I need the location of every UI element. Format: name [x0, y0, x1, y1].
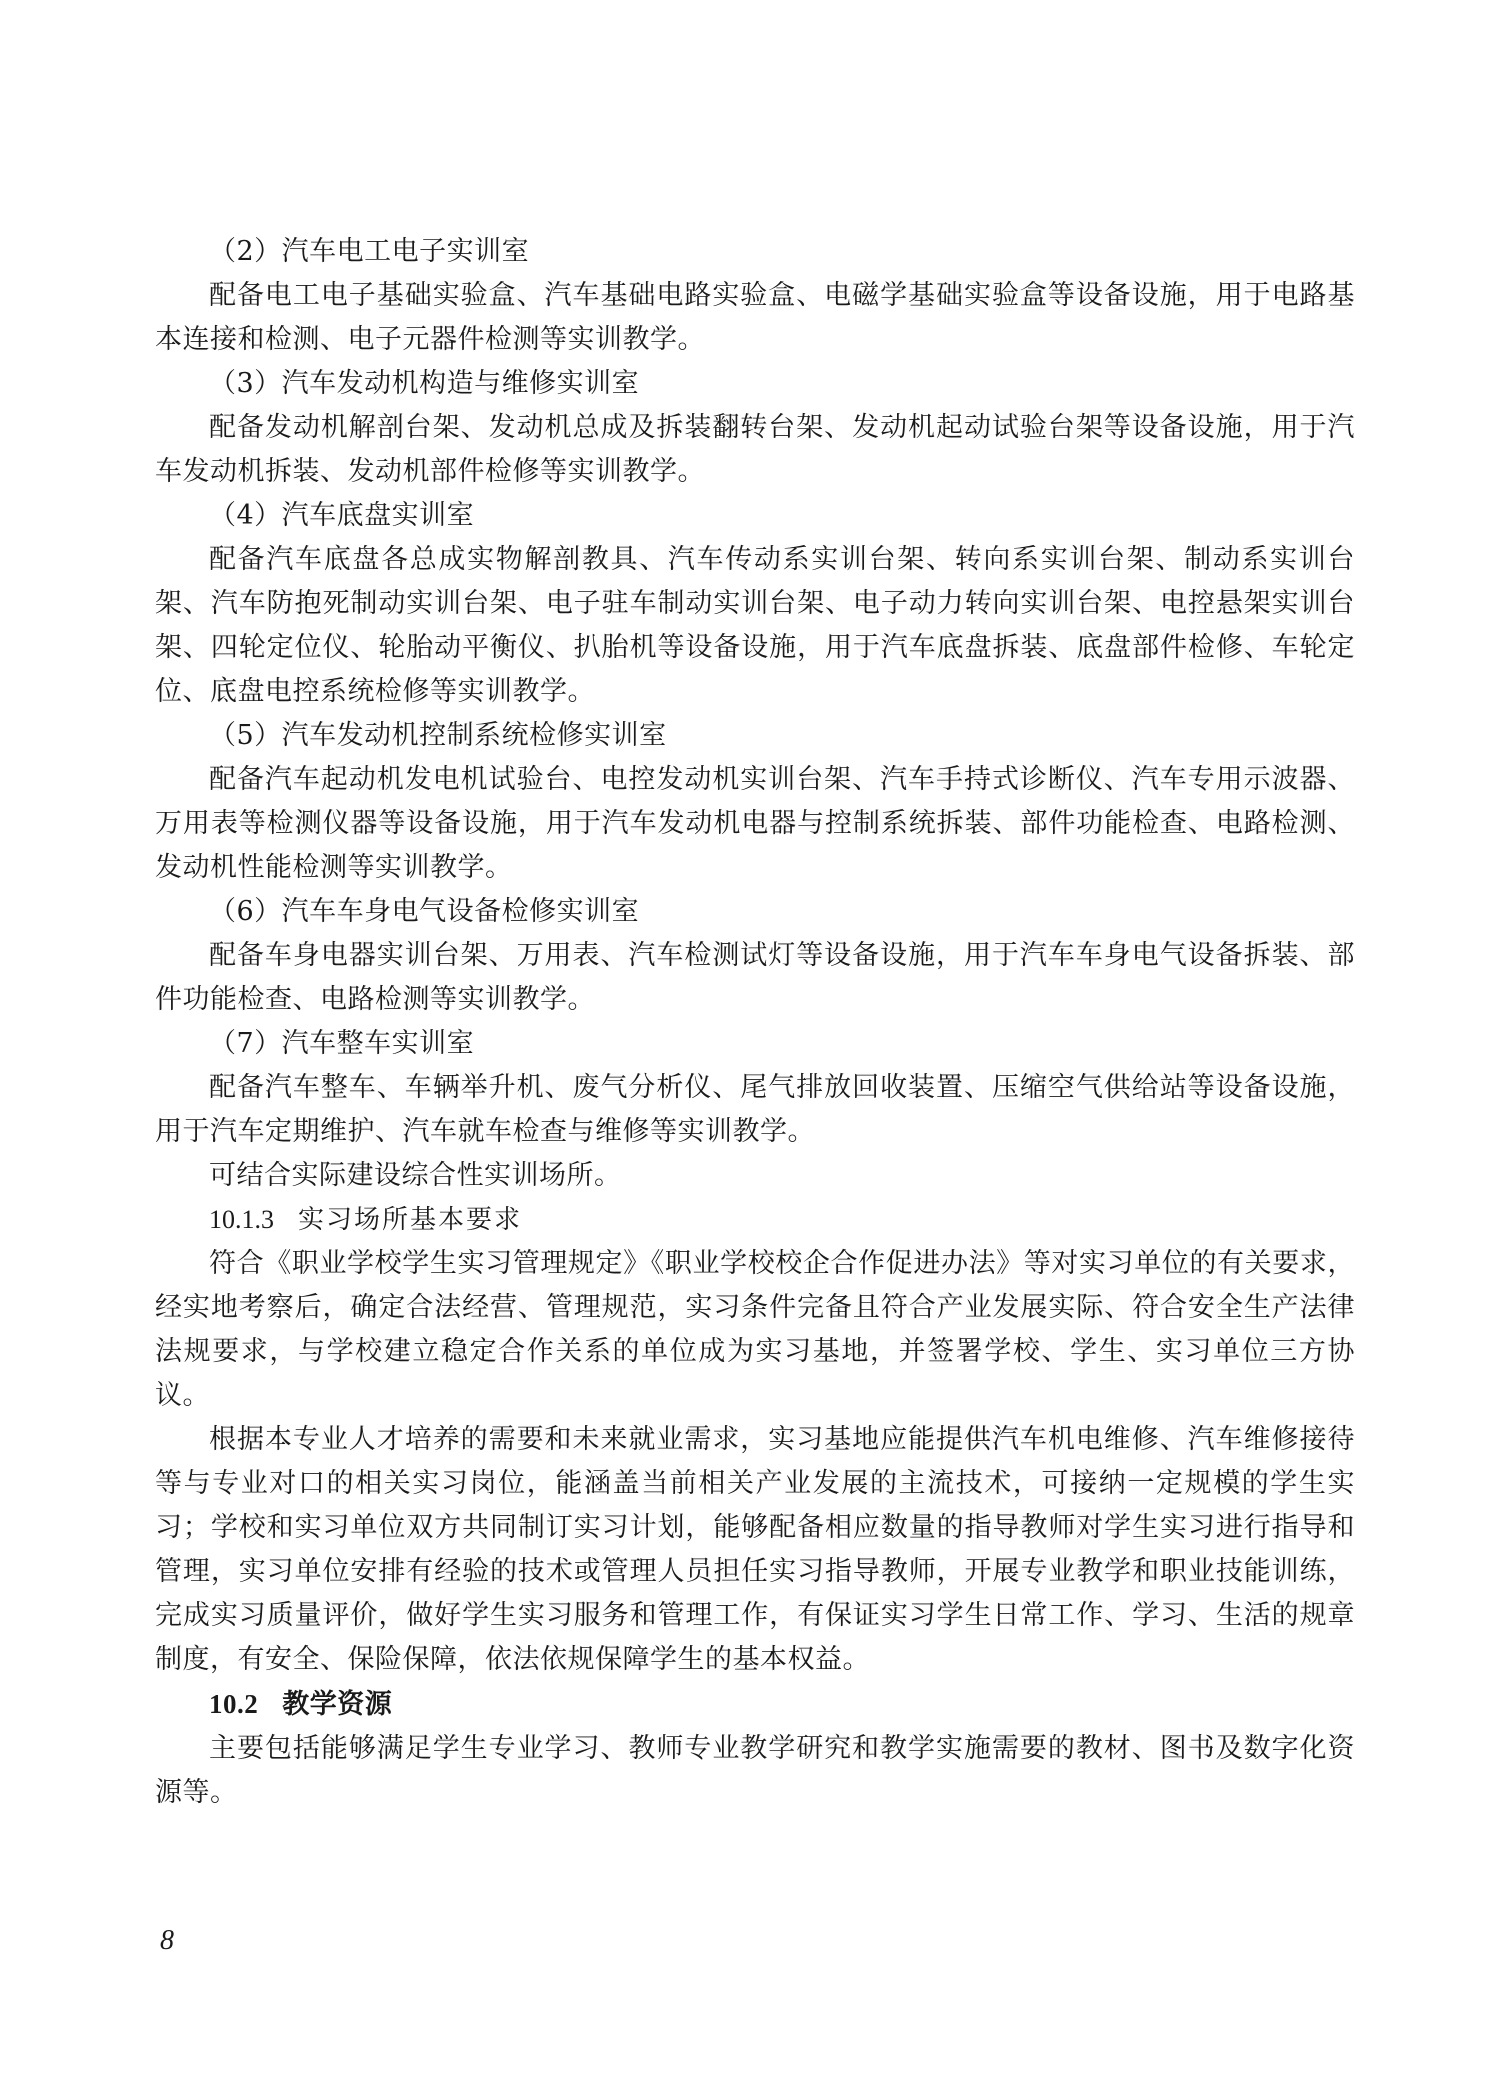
lab-heading-chassis: （4）汽车底盘实训室	[209, 500, 475, 531]
section-title: 教学资源	[282, 1689, 393, 1720]
lab-heading-body-electrical: （6）汽车车身电气设备检修实训室	[209, 896, 640, 927]
paragraph: 配备发动机解剖台架、发动机总成及拆装翻转台架、发动机起动试验台架等设备设施，用于汽车发动机拆装、发动机部件检修等实训教学。	[155, 412, 1355, 487]
paragraph: 根据本专业人才培养的需要和未来就业需求，实习基地应能提供汽车机电维修、汽车维修接待等与专业对口的相关实习岗位，能涵盖当前相关产业发展的主流技术，可接纳一定规模的学生实习；学校和实习单位双方共同制订实习计划，能够配备相应数量的指导教师对学生实习进行指导和管理，实习单位安排有经验的技术或管理人员担任实习指导教师，开展专业教学和职业技能训练，完成实习质量评价，做好学生实习服务和管理工作，有保证实习学生日常工作、学习、生活的规章制度，有安全、保险保障，依法依规保障学生的基本权益。	[155, 1424, 1355, 1675]
paragraph: 可结合实际建设综合性实训场所。	[209, 1160, 622, 1191]
subsection-heading	[155, 1198, 1355, 1242]
lab-heading-electrical: （2）汽车电工电子实训室	[209, 236, 530, 267]
document-body	[155, 230, 1355, 1815]
paragraph: 配备电工电子基础实验盒、汽车基础电路实验盒、电磁学基础实验盒等设备设施，用于电路基本连接和检测、电子元器件检测等实训教学。	[155, 280, 1355, 355]
paragraph: 主要包括能够满足学生专业学习、教师专业教学研究和教学实施需要的教材、图书及数字化资源等。	[155, 1733, 1355, 1808]
lab-heading-engine: （3）汽车发动机构造与维修实训室	[209, 368, 640, 399]
paragraph: 配备车身电器实训台架、万用表、汽车检测试灯等设备设施，用于汽车车身电气设备拆装、部件功能检查、电路检测等实训教学。	[155, 940, 1355, 1015]
lab-heading-vehicle: （7）汽车整车实训室	[209, 1028, 475, 1059]
lab-heading-engine-control: （5）汽车发动机控制系统检修实训室	[209, 720, 667, 751]
paragraph: 配备汽车起动机发电机试验台、电控发动机实训台架、汽车手持式诊断仪、汽车专用示波器、万用表等检测仪器等设备设施，用于汽车发动机电器与控制系统拆装、部件功能检查、电路检测、发动机性能检测等实训教学。	[155, 764, 1355, 883]
paragraph: 符合《职业学校学生实习管理规定》《职业学校校企合作促进办法》等对实习单位的有关要求，经实地考察后，确定合法经营、管理规范，实习条件完备且符合产业发展实际、符合安全生产法律法规要求，与学校建立稳定合作关系的单位成为实习基地，并签署学校、学生、实习单位三方协议。	[155, 1248, 1355, 1411]
subsection-number: 10.1.3	[209, 1205, 274, 1234]
subsection-title: 实习场所基本要求	[298, 1205, 523, 1235]
paragraph: 配备汽车整车、车辆举升机、废气分析仪、尾气排放回收装置、压缩空气供给站等设备设施，用于汽车定期维护、汽车就车检查与维修等实训教学。	[155, 1072, 1355, 1147]
section-number: 10.2	[209, 1689, 259, 1719]
page-number: 8	[160, 1925, 174, 1956]
section-heading	[155, 1682, 1355, 1727]
paragraph: 配备汽车底盘各总成实物解剖教具、汽车传动系实训台架、转向系实训台架、制动系实训台架、汽车防抱死制动实训台架、电子驻车制动实训台架、电子动力转向实训台架、电控悬架实训台架、四轮定位仪、轮胎动平衡仪、扒胎机等设备设施，用于汽车底盘拆装、底盘部件检修、车轮定位、底盘电控系统检修等实训教学。	[155, 544, 1355, 707]
